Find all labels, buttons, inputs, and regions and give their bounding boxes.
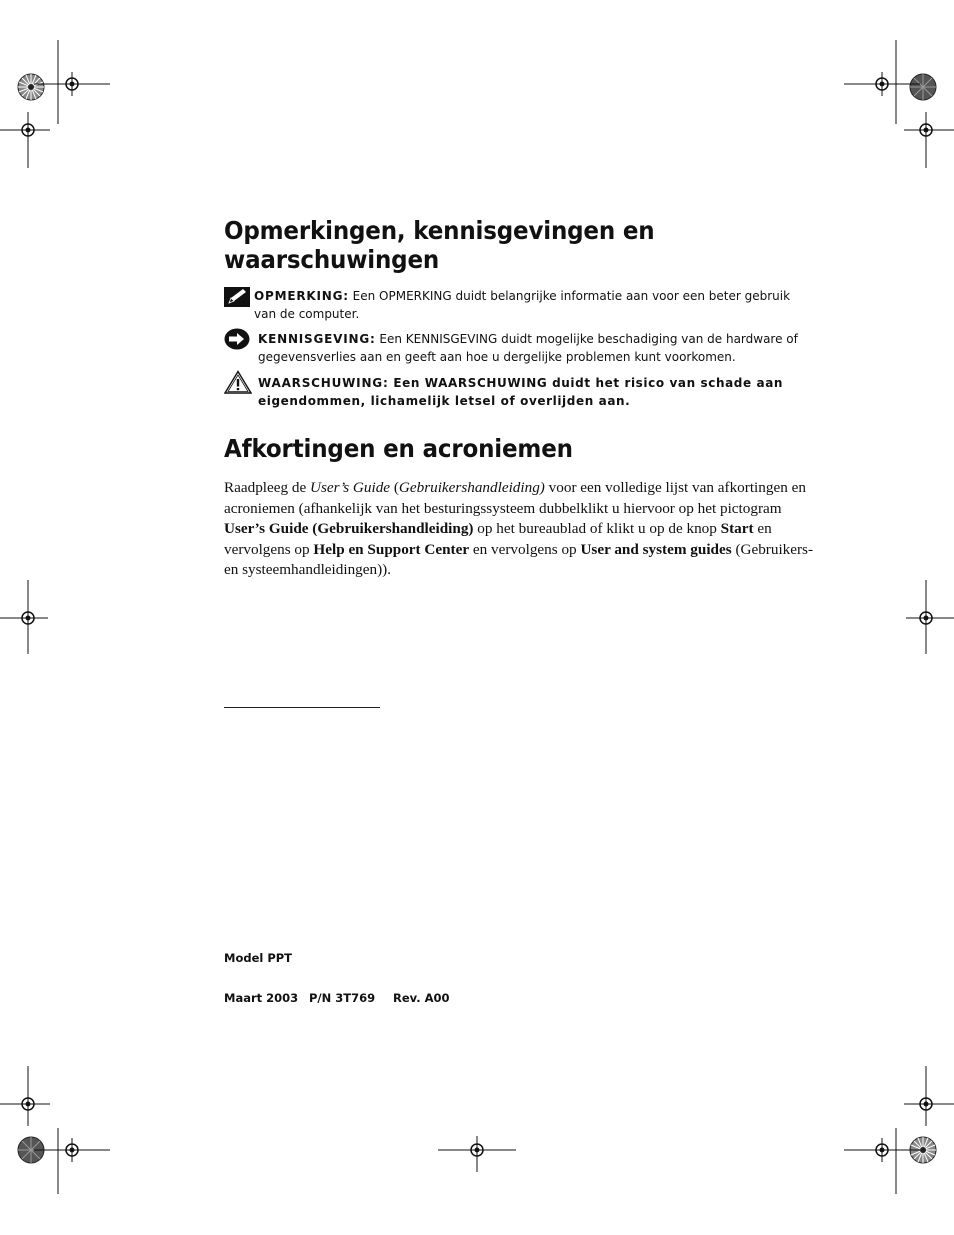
crop-mark-icon bbox=[0, 112, 60, 172]
caution-text: Een WAARSCHUWING duidt het risico van schade aan eigendommen, lichamelijk letsel of overlijden aan. bbox=[258, 376, 784, 408]
crop-mark-icon bbox=[900, 112, 954, 172]
notice-arrow-icon bbox=[224, 328, 250, 355]
text-run: op het bureaublad of klikt u op de knop bbox=[473, 520, 721, 537]
crop-mark-icon bbox=[900, 580, 954, 656]
crop-mark-icon bbox=[0, 1066, 60, 1126]
notice-text: Een KENNISGEVING duidt mogelijke beschadiging van de hardware of gegevensverlies aan en geeft aan hoe u dergelijke problemen kunt voorkomen. bbox=[258, 332, 798, 364]
model-line bbox=[224, 951, 292, 965]
section-title-line: waarschuwingen bbox=[224, 245, 440, 274]
text-run: en vervolgens op bbox=[224, 520, 772, 558]
divider bbox=[224, 707, 380, 708]
part-number-text: P/N 3T769 bbox=[309, 991, 376, 1005]
crop-mark-icon bbox=[0, 580, 60, 656]
text-run-bold: Help en Support Center bbox=[313, 540, 470, 558]
note-block bbox=[224, 288, 804, 324]
note-label: OPMERKING: bbox=[254, 289, 349, 303]
section-title-notes bbox=[224, 216, 776, 274]
body-paragraph bbox=[224, 478, 814, 581]
text-run-bold: Start bbox=[720, 520, 754, 537]
text-run: voor een volledige lijst van afkortingen en acroniemen (afhankelijk van het besturingssysteem dubbelklikt u hiervoor op het pictogram bbox=[224, 479, 806, 517]
date-text: Maart 2003 bbox=[224, 991, 299, 1005]
text-run: en vervolgens op bbox=[469, 540, 581, 558]
crop-mark-icon bbox=[900, 1066, 954, 1126]
caution-label: WAARSCHUWING: bbox=[258, 376, 389, 390]
caution-block bbox=[224, 375, 804, 411]
crop-mark-icon bbox=[34, 1124, 114, 1194]
crop-mark-icon bbox=[438, 1124, 516, 1174]
note-text: Een OPMERKING duidt belangrijke informatie aan voor een beter gebruik van de computer. bbox=[254, 289, 791, 321]
model-text: Model PPT bbox=[224, 951, 293, 965]
text-run: (Gebruikers- en systeemhandleidingen)). bbox=[224, 540, 814, 578]
text-run: ( bbox=[390, 479, 399, 496]
text-run: Raadpleeg de bbox=[224, 479, 311, 496]
notice-label: KENNISGEVING: bbox=[258, 332, 376, 346]
text-run-italic: User’s Guide bbox=[310, 479, 391, 496]
warning-triangle-icon bbox=[224, 370, 252, 399]
text-run-bold: User and system guides bbox=[580, 540, 732, 558]
notice-block bbox=[224, 331, 804, 367]
publication-info bbox=[224, 991, 450, 1005]
text-run-bold: User’s Guide (Gebruikershandleiding) bbox=[224, 520, 474, 537]
section-title-line: Opmerkingen, kennisgevingen en bbox=[224, 216, 655, 245]
revision-text: Rev. A00 bbox=[393, 991, 450, 1005]
pencil-note-icon bbox=[224, 287, 250, 312]
crop-mark-icon bbox=[840, 1124, 920, 1194]
text-run-italic: Gebruikershandleiding) bbox=[398, 479, 545, 496]
section-title-abbreviations: Afkortingen en acroniemen bbox=[224, 434, 573, 463]
